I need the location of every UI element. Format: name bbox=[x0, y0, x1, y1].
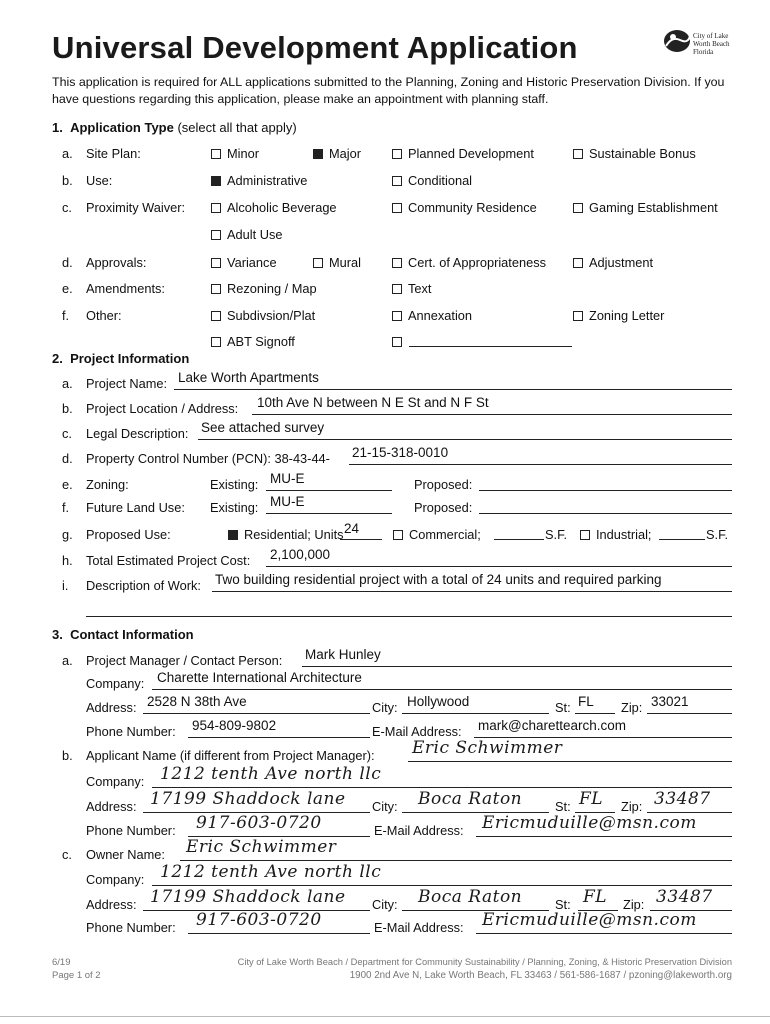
company-label: Company: bbox=[86, 676, 145, 691]
owner-phone-field[interactable]: 917-603-0720 bbox=[196, 910, 322, 930]
option-label: Gaming Establishment bbox=[589, 200, 718, 215]
section-title: Project Information bbox=[70, 351, 190, 366]
zip-label: Zip: bbox=[623, 897, 645, 912]
underline bbox=[266, 490, 392, 491]
company-label: Company: bbox=[86, 872, 145, 887]
sustainable-bonus-option[interactable] bbox=[573, 146, 696, 161]
row-letter: h. bbox=[62, 553, 73, 568]
applicant-zip-field[interactable]: 33487 bbox=[654, 789, 711, 809]
community-residence-option[interactable] bbox=[392, 200, 537, 215]
row-letter: b. bbox=[62, 748, 73, 763]
underline bbox=[152, 885, 732, 886]
underline bbox=[188, 737, 370, 738]
legal-description-label: Legal Description: bbox=[86, 426, 189, 441]
underline bbox=[212, 591, 732, 592]
subdivision-checkbox[interactable] bbox=[211, 311, 221, 321]
project-name-field[interactable]: Lake Worth Apartments bbox=[178, 370, 319, 385]
option-label: Cert. of Appropriateness bbox=[408, 255, 546, 270]
city-field[interactable]: Hollywood bbox=[407, 694, 470, 709]
owner-state-field[interactable]: FL bbox=[583, 887, 608, 907]
sf-label: S.F. bbox=[706, 527, 729, 542]
mural-option[interactable] bbox=[313, 255, 361, 270]
legal-description-field[interactable]: See attached survey bbox=[201, 420, 325, 435]
owner-name-label: Owner Name: bbox=[86, 847, 165, 862]
cert-appropriateness-option[interactable] bbox=[392, 255, 546, 270]
abt-signoff-option[interactable] bbox=[211, 334, 295, 349]
description-field[interactable]: Two building residential project with a total of 24 units and required parking bbox=[215, 572, 662, 587]
option-label: Adult Use bbox=[227, 227, 283, 242]
underline bbox=[340, 539, 382, 540]
email-label: E-Mail Address: bbox=[374, 823, 464, 838]
owner-zip-field[interactable]: 33487 bbox=[656, 887, 713, 907]
applicant-phone-field[interactable]: 917-603-0720 bbox=[196, 813, 322, 833]
applicant-state-field[interactable]: FL bbox=[579, 789, 604, 809]
option-label: Variance bbox=[227, 255, 277, 270]
sustainable-bonus-checkbox[interactable] bbox=[573, 149, 583, 159]
proposed-label: Proposed: bbox=[414, 477, 473, 492]
address-field[interactable]: 2528 N 38th Ave bbox=[147, 694, 247, 709]
underline bbox=[349, 464, 732, 465]
footer-address: 1900 2nd Ave N, Lake Worth Beach, FL 33463 / 561-586-1687 / pzoning@lakeworth.org bbox=[349, 970, 732, 981]
logo-text: City of Lake Worth Beach Florida bbox=[693, 32, 730, 56]
footer-page: Page 1 of 2 bbox=[52, 970, 101, 981]
row-letter: a. bbox=[62, 146, 73, 161]
underline bbox=[476, 933, 732, 934]
option-label: Conditional bbox=[408, 173, 473, 188]
row-letter: b. bbox=[62, 401, 73, 416]
intro-text: This application is required for ALL applications submitted to the Planning, Zoning and Historic Preservation Division. If you have questions regarding this application, please make an appointment with planning staff. bbox=[52, 75, 725, 106]
underline bbox=[143, 713, 370, 714]
future-land-use-label: Future Land Use: bbox=[86, 500, 185, 515]
zoning-proposed-field[interactable] bbox=[479, 490, 732, 491]
proximity-waiver-label: Proximity Waiver: bbox=[86, 200, 186, 215]
abt-signoff-checkbox[interactable] bbox=[211, 337, 221, 347]
row-letter: d. bbox=[62, 255, 73, 270]
option-label: Rezoning / Map bbox=[227, 281, 317, 296]
site-plan-label: Site Plan: bbox=[86, 146, 141, 161]
city-logo bbox=[662, 26, 732, 68]
mural-checkbox[interactable] bbox=[313, 258, 323, 268]
option-label: Commercial; bbox=[409, 527, 481, 542]
other-blank-checkbox[interactable] bbox=[392, 337, 402, 347]
project-name-label: Project Name: bbox=[86, 376, 168, 391]
land-use-existing-field[interactable]: MU-E bbox=[270, 494, 305, 509]
rezoning-option[interactable] bbox=[211, 281, 317, 296]
administrative-checkbox[interactable] bbox=[211, 176, 221, 186]
alcoholic-beverage-option[interactable] bbox=[211, 200, 337, 215]
adjustment-checkbox[interactable] bbox=[573, 258, 583, 268]
st-label: St: bbox=[555, 799, 571, 814]
st-label: St: bbox=[555, 700, 571, 715]
underline bbox=[266, 513, 392, 514]
underline bbox=[198, 439, 732, 440]
zoning-label: Zoning: bbox=[86, 477, 129, 492]
description-label: Description of Work: bbox=[86, 578, 201, 593]
option-label: Text bbox=[408, 281, 432, 296]
owner-email-field[interactable]: Ericmuduille@msn.com bbox=[482, 910, 697, 930]
existing-label: Existing: bbox=[210, 500, 259, 515]
underline bbox=[152, 787, 732, 788]
footer-department: City of Lake Worth Beach / Department for Community Sustainability / Planning, Zoning, & Historic Preservation Division bbox=[237, 957, 732, 967]
row-letter: e. bbox=[62, 477, 73, 492]
proposed-use-label: Proposed Use: bbox=[86, 527, 171, 542]
phone-label: Phone Number: bbox=[86, 823, 176, 838]
zoning-letter-option[interactable] bbox=[573, 308, 664, 323]
underline bbox=[266, 566, 732, 567]
text-option[interactable] bbox=[392, 281, 431, 296]
applicant-name-field[interactable]: Eric Schwimmer bbox=[412, 738, 563, 758]
zoning-letter-checkbox[interactable] bbox=[573, 311, 583, 321]
major-option[interactable] bbox=[313, 146, 361, 161]
applicant-address-field[interactable]: 17199 Shaddock lane bbox=[150, 789, 346, 809]
section-title: Application Type bbox=[70, 120, 174, 135]
email-label: E-Mail Address: bbox=[372, 724, 462, 739]
project-cost-field[interactable]: 2,100,000 bbox=[270, 547, 331, 562]
other-blank-option[interactable] bbox=[392, 334, 408, 349]
underline bbox=[180, 860, 732, 861]
industrial-option[interactable] bbox=[580, 527, 651, 542]
row-letter: c. bbox=[62, 426, 72, 441]
applicant-name-label: Applicant Name (if different from Project Manager): bbox=[86, 748, 375, 763]
option-label: Community Residence bbox=[408, 200, 537, 215]
underline bbox=[647, 713, 732, 714]
gaming-establishment-checkbox[interactable] bbox=[573, 203, 583, 213]
address-label: Address: bbox=[86, 799, 137, 814]
use-label: Use: bbox=[86, 173, 113, 188]
option-label: Subdivsion/Plat bbox=[227, 308, 316, 323]
project-cost-label: Total Estimated Project Cost: bbox=[86, 553, 251, 568]
option-label: Planned Development bbox=[408, 146, 534, 161]
owner-address-field[interactable]: 17199 Shaddock lane bbox=[150, 887, 346, 907]
conditional-checkbox[interactable] bbox=[392, 176, 402, 186]
project-location-label: Project Location / Address: bbox=[86, 401, 239, 416]
subdivision-option[interactable] bbox=[211, 308, 315, 323]
row-letter: f. bbox=[62, 308, 70, 323]
address-label: Address: bbox=[86, 700, 137, 715]
phone-label: Phone Number: bbox=[86, 920, 176, 935]
option-label: Residential; Units bbox=[244, 527, 344, 542]
option-label: Industrial; bbox=[596, 527, 652, 542]
rezoning-checkbox[interactable] bbox=[211, 284, 221, 294]
proposed-label: Proposed: bbox=[414, 500, 473, 515]
phone-label: Phone Number: bbox=[86, 724, 176, 739]
row-letter: d. bbox=[62, 451, 73, 466]
section-1-heading bbox=[52, 120, 297, 135]
gaming-establishment-option[interactable] bbox=[573, 200, 718, 215]
residential-option[interactable] bbox=[228, 527, 344, 542]
option-label: Annexation bbox=[408, 308, 473, 323]
industrial-sf-field[interactable] bbox=[659, 539, 705, 540]
page-title: Universal Development Application bbox=[52, 30, 578, 65]
option-label: Alcoholic Beverage bbox=[227, 200, 337, 215]
owner-name-field[interactable]: Eric Schwimmer bbox=[186, 837, 337, 857]
pcn-label: Property Control Number (PCN): 38-43-44- bbox=[86, 451, 330, 466]
alcoholic-beverage-checkbox[interactable] bbox=[211, 203, 221, 213]
owner-city-field[interactable]: Boca Raton bbox=[418, 887, 523, 907]
row-letter: a. bbox=[62, 653, 73, 668]
company-label: Company: bbox=[86, 774, 145, 789]
units-field[interactable]: 24 bbox=[344, 521, 360, 536]
pcn-field[interactable]: 21-15-318-0010 bbox=[352, 445, 449, 460]
other-blank-line[interactable] bbox=[409, 346, 572, 347]
owner-company-field[interactable]: 1212 tenth Ave north llc bbox=[160, 862, 382, 882]
planned-development-checkbox[interactable] bbox=[392, 149, 402, 159]
option-label: Major bbox=[329, 146, 361, 161]
row-letter: i. bbox=[62, 578, 69, 593]
section-note: (select all that apply) bbox=[177, 120, 297, 135]
planned-development-option[interactable] bbox=[392, 146, 534, 161]
cert-appropriateness-checkbox[interactable] bbox=[392, 258, 402, 268]
text-checkbox[interactable] bbox=[392, 284, 402, 294]
conditional-option[interactable] bbox=[392, 173, 472, 188]
applicant-email-field[interactable]: Ericmuduille@msn.com bbox=[482, 813, 697, 833]
residential-checkbox[interactable] bbox=[228, 530, 238, 540]
option-label: Adjustment bbox=[589, 255, 654, 270]
variance-checkbox[interactable] bbox=[211, 258, 221, 268]
footer-date: 6/19 bbox=[52, 957, 71, 968]
variance-option[interactable] bbox=[211, 255, 277, 270]
project-manager-label: Project Manager / Contact Person: bbox=[86, 653, 283, 668]
annexation-option[interactable] bbox=[392, 308, 472, 323]
project-location-field[interactable]: 10th Ave N between N E St and N F St bbox=[257, 395, 489, 410]
section-2-heading bbox=[52, 351, 189, 366]
city-label: City: bbox=[372, 799, 398, 814]
option-label: Administrative bbox=[227, 173, 308, 188]
sf-label: S.F. bbox=[545, 527, 568, 542]
land-use-proposed-field[interactable] bbox=[479, 513, 732, 514]
applicant-city-field[interactable]: Boca Raton bbox=[418, 789, 523, 809]
adjustment-option[interactable] bbox=[573, 255, 653, 270]
industrial-checkbox[interactable] bbox=[580, 530, 590, 540]
row-letter: f. bbox=[62, 500, 70, 515]
city-label: City: bbox=[372, 897, 398, 912]
phone-field[interactable]: 954-809-9802 bbox=[192, 718, 277, 733]
option-label: Minor bbox=[227, 146, 259, 161]
option-label: Zoning Letter bbox=[589, 308, 665, 323]
city-seal-icon bbox=[662, 26, 692, 56]
underline bbox=[174, 389, 732, 390]
underline bbox=[575, 713, 615, 714]
underline bbox=[476, 836, 732, 837]
section-number: 1. bbox=[52, 120, 63, 135]
row-letter: c. bbox=[62, 847, 72, 862]
row-letter: a. bbox=[62, 376, 73, 391]
email-label: E-Mail Address: bbox=[374, 920, 464, 935]
annexation-checkbox[interactable] bbox=[392, 311, 402, 321]
minor-checkbox[interactable] bbox=[211, 149, 221, 159]
email-field[interactable]: mark@charettearch.com bbox=[478, 718, 626, 733]
description-line-2[interactable] bbox=[86, 616, 732, 617]
zoning-existing-field[interactable]: MU-E bbox=[270, 471, 305, 486]
applicant-company-field[interactable]: 1212 tenth Ave north llc bbox=[160, 764, 382, 784]
project-manager-field[interactable]: Mark Hunley bbox=[305, 647, 381, 662]
adult-use-option[interactable] bbox=[211, 227, 282, 242]
option-label: Mural bbox=[329, 255, 361, 270]
community-residence-checkbox[interactable] bbox=[392, 203, 402, 213]
company-field[interactable]: Charette International Architecture bbox=[157, 670, 362, 685]
zip-field[interactable]: 33021 bbox=[651, 694, 689, 709]
row-letter: c. bbox=[62, 200, 72, 215]
row-letter: g. bbox=[62, 527, 73, 542]
section-3-heading bbox=[52, 627, 194, 642]
option-label: Sustainable Bonus bbox=[589, 146, 696, 161]
amendments-label: Amendments: bbox=[86, 281, 165, 296]
zip-label: Zip: bbox=[621, 700, 643, 715]
zip-label: Zip: bbox=[621, 799, 643, 814]
underline bbox=[188, 933, 370, 934]
state-field[interactable]: FL bbox=[578, 694, 594, 709]
adult-use-checkbox[interactable] bbox=[211, 230, 221, 240]
major-checkbox[interactable] bbox=[313, 149, 323, 159]
commercial-option[interactable] bbox=[393, 527, 481, 542]
row-letter: b. bbox=[62, 173, 73, 188]
approvals-label: Approvals: bbox=[86, 255, 147, 270]
minor-option[interactable] bbox=[211, 146, 259, 161]
other-label: Other: bbox=[86, 308, 122, 323]
existing-label: Existing: bbox=[210, 477, 259, 492]
administrative-option[interactable] bbox=[211, 173, 307, 188]
underline bbox=[408, 761, 732, 762]
section-number: 3. bbox=[52, 627, 63, 642]
section-title: Contact Information bbox=[70, 627, 194, 642]
underline bbox=[152, 689, 732, 690]
commercial-sf-field[interactable] bbox=[494, 539, 544, 540]
option-label: ABT Signoff bbox=[227, 334, 295, 349]
city-label: City: bbox=[372, 700, 398, 715]
st-label: St: bbox=[555, 897, 571, 912]
underline bbox=[252, 414, 732, 415]
underline bbox=[302, 666, 732, 667]
page-edge bbox=[0, 1016, 770, 1017]
underline bbox=[402, 713, 549, 714]
row-letter: e. bbox=[62, 281, 73, 296]
section-number: 2. bbox=[52, 351, 63, 366]
commercial-checkbox[interactable] bbox=[393, 530, 403, 540]
address-label: Address: bbox=[86, 897, 137, 912]
